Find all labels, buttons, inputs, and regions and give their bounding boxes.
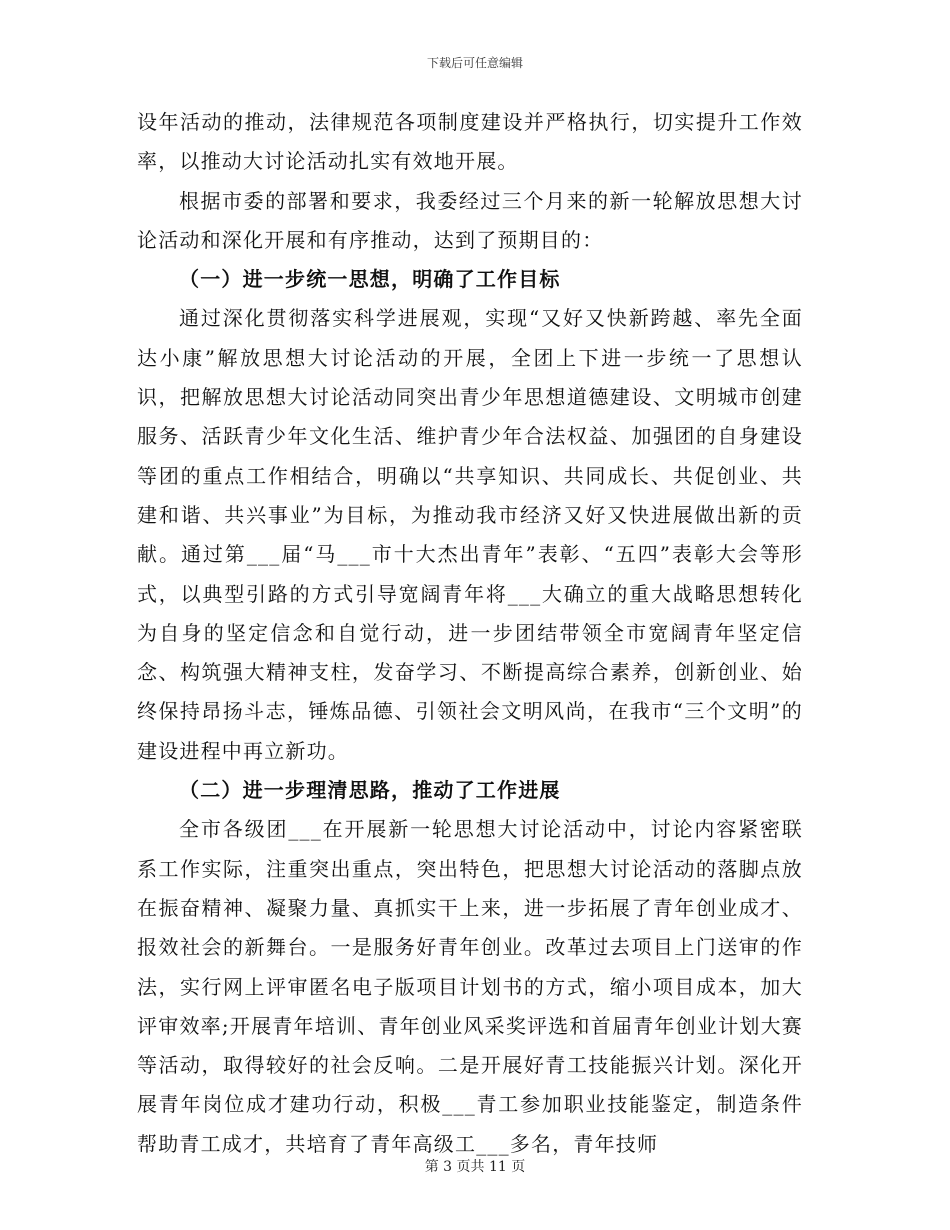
- section-heading-1: （一）进一步统一思想，明确了工作目标: [179, 267, 561, 292]
- paragraph-4: 全市各级团___在开展新一轮思想大讨论活动中，讨论内容紧密联系工作实际，注重突出重点，突出特色，把思想大讨论活动的落脚点放在振奋精神、凝聚力量、真抓实干上来，进一步拓展了青年创业成才、报效社会的新舞台。一是服务好青年创业。改革过去项目上门送审的作法，实行网上评审匿名电子版项目计划书的方式，缩小项目成本，加大评审效率;开展青年培训、青年创业风采奖评选和首届青年创业计划大赛等活动，取得较好的社会反响。二是开展好青工技能振兴计划。深化开展青年岗位成才建功行动，积极___青工参加职业技能鉴定，制造条件帮助青工成才，共培育了青年高级工___多名，青年技师: [137, 817, 803, 1156]
- page-number: 第 3 页共 11 页: [424, 1159, 526, 1175]
- section-heading-2: （二）进一步理清思路，推动了工作进展: [179, 778, 561, 803]
- paragraph-1: 设年活动的推动，法律规范各项制度建设并严格执行，切实提升工作效率，以推动大讨论活动扎实有效地开展。: [137, 110, 803, 174]
- paragraph-2: 根据市委的部署和要求，我委经过三个月来的新一轮解放思想大讨论活动和深化开展和有序推动，达到了预期目的：: [137, 188, 803, 252]
- page-header-note: 下载后可任意编辑: [426, 56, 523, 70]
- paragraph-3: 通过深化贯彻落实科学进展观，实现“又好又快新跨越、率先全面达小康”解放思想大讨论活动的开展，全团上下进一步统一了思想认识，把解放思想大讨论活动同突出青少年思想道德建设、文明城市创建服务、活跃青少年文化生活、维护青少年合法权益、加强团的自身建设等团的重点工作相结合，明确以“共享知识、共同成长、共促创业、共建和谐、共兴事业”为目标，为推动我市经济又好又快进展做出新的贡献。通过第___届“马___市十大杰出青年”表彰、“五四”表彰大会等形式，以典型引路的方式引导宽阔青年将___大确立的重大战略思想转化为自身的坚定信念和自觉行动，进一步团结带领全市宽阔青年坚定信念、构筑强大精神支柱，发奋学习、不断提高综合素养，创新创业、始终保持昂扬斗志，锤炼品德、引领社会文明风尚，在我市“三个文明”的建设进程中再立新功。: [137, 306, 803, 763]
- document-body: [137, 103, 803, 1164]
